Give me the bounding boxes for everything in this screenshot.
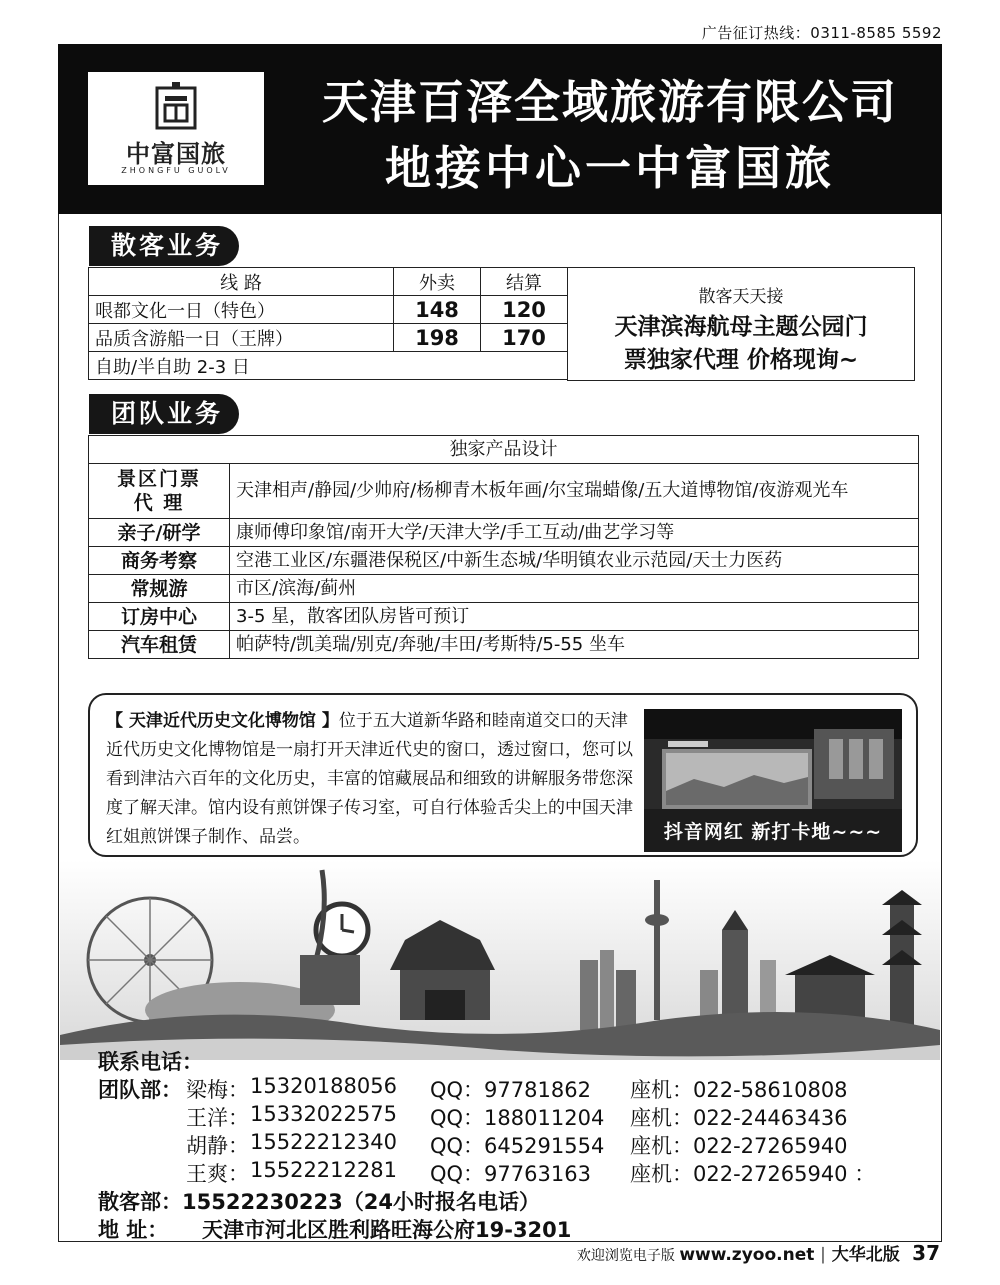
items-cell: 空港工业区/东疆港保税区/中新生态城/华明镇农业示范园/天士力医药 — [230, 547, 919, 575]
museum-body: 位于五大道新华路和睦南道交口的天津近代历史文化博物馆是一扇打开天津近代史的窗口，透过窗口，您可以看到津沽六百年的文化历史，丰富的馆藏展品和细致的讲解服务带您深度了解天津。馆内设有煎饼馃子传习室，可自行体验舌尖上的中国天津红姐煎饼馃子制作、品尝。 — [106, 711, 633, 847]
group-product-table — [88, 435, 919, 659]
contact-landline: 座机：022-27265940 — [630, 1134, 848, 1158]
ad-hotline: 广告征订热线：0311-8585 5592 — [701, 24, 942, 42]
address-label: 地 址： — [98, 1218, 169, 1242]
category-cell: 商务考察 — [89, 547, 230, 575]
daily-pickup-text: 散客天天接 — [698, 287, 784, 307]
category-cell: 订房中心 — [89, 603, 230, 631]
park-ticket-line2: 票独家代理 价格现询~ — [623, 347, 859, 373]
footer-site-link[interactable]: www.zyoo.net — [679, 1245, 815, 1265]
contact-mobile: 15522212281 — [250, 1158, 397, 1182]
items-cell: 天津相声/静园/少帅府/杨柳青木板年画/尔宝瑞蜡像/五大道博物馆/夜游观光车 — [230, 464, 919, 519]
address-text: 天津市河北区胜利路旺海公府19-3201 — [202, 1218, 572, 1242]
contact-qq: QQ：188011204 — [430, 1106, 605, 1130]
contact-landline: 座机：022-58610808 — [630, 1078, 848, 1102]
page-number: 37 — [912, 1241, 940, 1265]
table-row — [89, 464, 919, 519]
company-logo — [88, 72, 264, 185]
category-cell: 常规游 — [89, 575, 230, 603]
contact-mobile: 15522212340 — [250, 1130, 397, 1154]
items-cell: 3-5 星，散客团队房皆可预订 — [230, 603, 919, 631]
route-header: 线 路 — [89, 268, 394, 296]
tianjin-skyline-illustration — [60, 860, 940, 1060]
table-row — [89, 547, 919, 575]
page-footer — [58, 1240, 940, 1266]
contact-name: 胡静： — [186, 1134, 249, 1158]
individual-price-table — [88, 267, 568, 380]
table-row — [89, 519, 919, 547]
table-row — [89, 352, 568, 380]
route-name: 哏都文化一日（特色） — [89, 296, 394, 324]
table-row — [89, 603, 919, 631]
table-row — [89, 324, 568, 352]
contact-name: 王洋： — [186, 1106, 249, 1130]
logo-mark-icon — [153, 82, 199, 130]
category-cell — [89, 464, 230, 519]
logo-text: 中富国旅 — [126, 140, 226, 168]
settle-price: 120 — [481, 296, 568, 324]
table-row — [89, 296, 568, 324]
items-cell: 帕萨特/凯美瑞/别克/奔驰/丰田/考斯特/5-55 坐车 — [230, 631, 919, 659]
contact-qq: QQ：97781862 — [430, 1078, 591, 1102]
footer-divider: │ — [818, 1248, 828, 1264]
museum-description — [106, 707, 644, 852]
retail-price: 198 — [394, 324, 481, 352]
photo-caption: 抖音网红 新打卡地~~~ — [663, 821, 883, 843]
category-cell: 亲子/研学 — [89, 519, 230, 547]
contact-heading: 联系电话： — [98, 1050, 203, 1074]
items-cell: 市区/滨海/蓟州 — [230, 575, 919, 603]
route-name: 品质含游船一日（王牌） — [89, 324, 394, 352]
table-row — [89, 436, 919, 464]
settle-price: 170 — [481, 324, 568, 352]
park-ticket-box — [567, 267, 915, 381]
contact-mobile: 15320188056 — [250, 1074, 397, 1098]
contact-mobile: 15332022575 — [250, 1102, 397, 1126]
museum-feature-box — [88, 693, 918, 857]
contact-landline: 座机：022-24463436 — [630, 1106, 848, 1130]
company-title: 天津百泽全域旅游有限公司 — [322, 75, 898, 129]
self-tour-row: 自助/半自助 2-3 日 — [89, 352, 568, 380]
table-row — [89, 631, 919, 659]
contact-name: 王爽： — [186, 1162, 249, 1186]
group-dept-label: 团队部： — [98, 1078, 182, 1102]
table-row — [89, 575, 919, 603]
contact-qq: QQ：645291554 — [430, 1134, 605, 1158]
footer-edition: 大华北版 — [831, 1245, 900, 1265]
category-cell: 汽车租赁 — [89, 631, 230, 659]
retail-header: 外卖 — [394, 268, 481, 296]
museum-photo — [644, 709, 902, 852]
individual-dept-line: 散客部：15522230223（24小时报名电话） — [98, 1190, 540, 1214]
category-label: 景区门票代 理 — [116, 468, 201, 514]
retail-price: 148 — [394, 296, 481, 324]
footer-welcome: 欢迎浏览电子版 — [576, 1248, 675, 1264]
company-subtitle: 地接中心一中富国旅 — [385, 141, 835, 195]
logo-subtext: ZHONGFU GUOLV — [121, 166, 231, 175]
contact-qq: QQ：97763163 — [430, 1162, 591, 1186]
contact-landline: 座机：022-27265940 ： — [630, 1162, 876, 1186]
table-row — [89, 268, 568, 296]
museum-title: 【 天津近代历史文化博物馆 】 — [106, 711, 339, 731]
settle-header: 结算 — [481, 268, 568, 296]
items-cell: 康师傅印象馆/南开大学/天津大学/手工互动/曲艺学习等 — [230, 519, 919, 547]
contact-name: 梁梅： — [186, 1078, 249, 1102]
individual-section-label: 散客业务 — [95, 226, 239, 266]
group-section-label: 团队业务 — [95, 394, 239, 434]
table-title: 独家产品设计 — [89, 436, 919, 464]
park-ticket-line1: 天津滨海航母主题公园门 — [614, 314, 868, 340]
